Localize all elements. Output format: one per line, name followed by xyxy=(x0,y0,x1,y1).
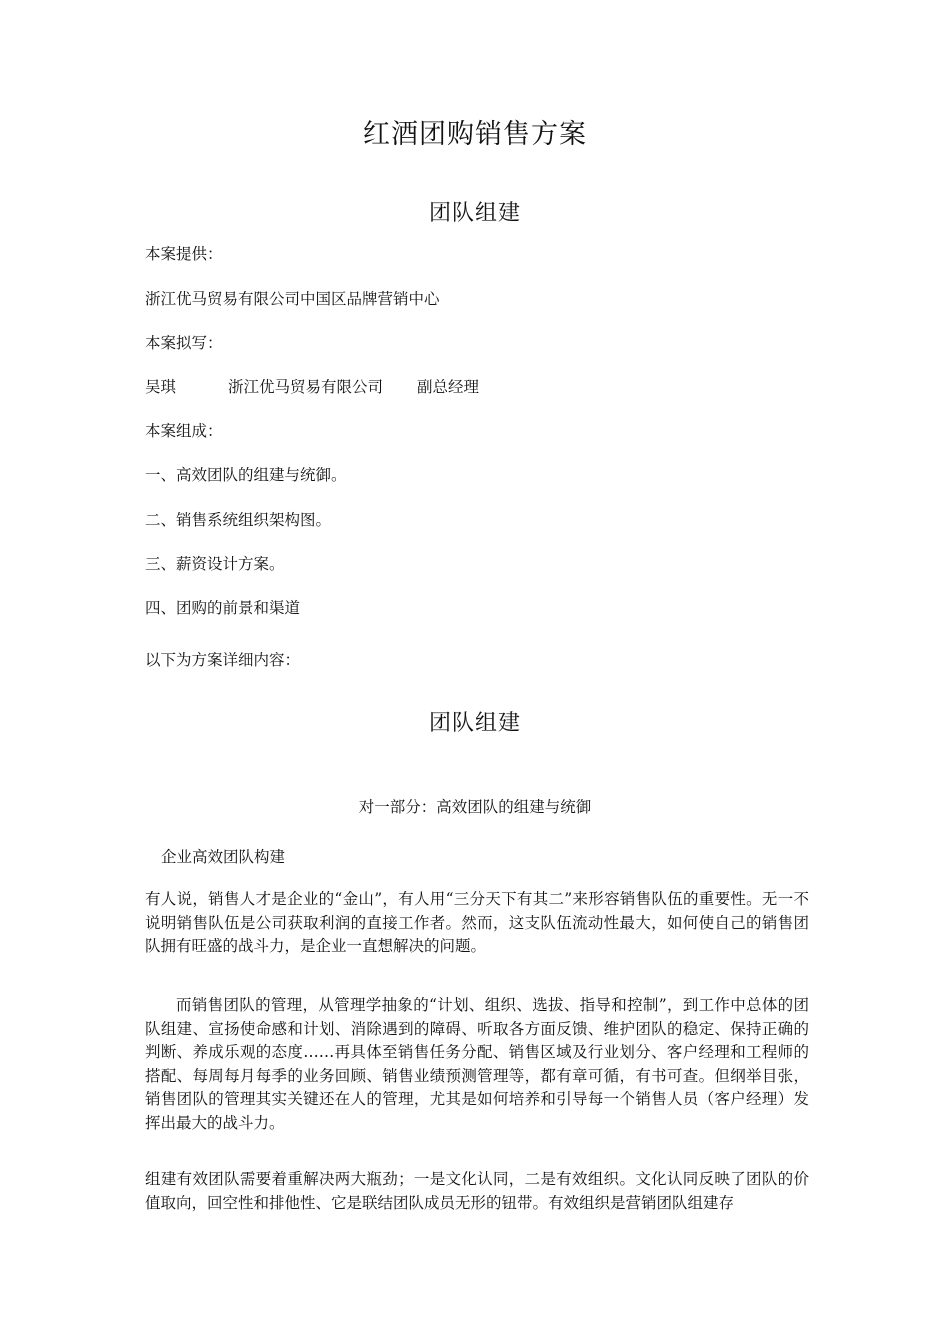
author-label: 本案拟写： xyxy=(145,334,223,352)
composition-item: 一、高效团队的组建与统御。 xyxy=(145,466,347,484)
paragraph: 有人说，销售人才是企业的“金山”，有人用“三分天下有其二”来形容销售队伍的重要性。无一不说明销售队伍是公司获取利润的直接工作者。然而，这支队伍流动性最大，如何使自己的销售团队拥有旺盛的战斗力，是企业一直想解决的问题。 xyxy=(145,890,809,955)
composition-item: 二、销售系统组织架构图。 xyxy=(145,511,332,529)
composition-item: 三、薪资设计方案。 xyxy=(145,555,285,573)
author-company: 浙江优马贸易有限公司 xyxy=(228,378,384,396)
document-title: 红酒团购销售方案 xyxy=(363,119,587,150)
composition-item: 四、团购的前景和渠道 xyxy=(145,599,301,617)
paragraph: 组建有效团队需要着重解决两大瓶劲；一是文化认同，二是有效组织。文化认同反映了团队的价值取向，回空性和排他性、它是联结团队成员无形的钮带。有效组织是营销团队组建存 xyxy=(145,1170,809,1212)
details-intro: 以下为方案详细内容： xyxy=(145,651,301,669)
composition-label: 本案组成： xyxy=(145,422,223,440)
section-heading-team-building-2: 团队组建 xyxy=(428,711,521,736)
author-name: 吴琪 xyxy=(145,378,177,396)
provider-value: 浙江优马贸易有限公司中国区品牌营销中心 xyxy=(145,290,440,308)
author-line xyxy=(145,375,479,397)
part-title: 对一部分：高效团队的组建与统御 xyxy=(358,798,592,816)
provider-label: 本案提供： xyxy=(145,245,223,263)
section-heading-team-building: 团队组建 xyxy=(428,201,521,226)
paragraph: 而销售团队的管理，从管理学抽象的“计划、组织、选拔、指导和控制”，到工作中总体的团队组建、宣扬使命感和计划、消除遇到的障碍、听取各方面反馈、维护团队的稳定、保持正确的判断、养成乐观的态度……再具体至销售任务分配、销售区域及行业划分、客户经理和工程师的搭配、每周每月每季的业务回顾、销售业绩预测管理等，都有章可循，有书可查。但纲举目张，销售团队的管理其实关键还在人的管理，尤其是如何培养和引导每一个销售人员（客户经理）发挥出最大的战斗力。 xyxy=(145,996,809,1132)
author-position: 副总经理 xyxy=(417,378,480,396)
subheading: 企业高效团队构建 xyxy=(161,848,286,866)
